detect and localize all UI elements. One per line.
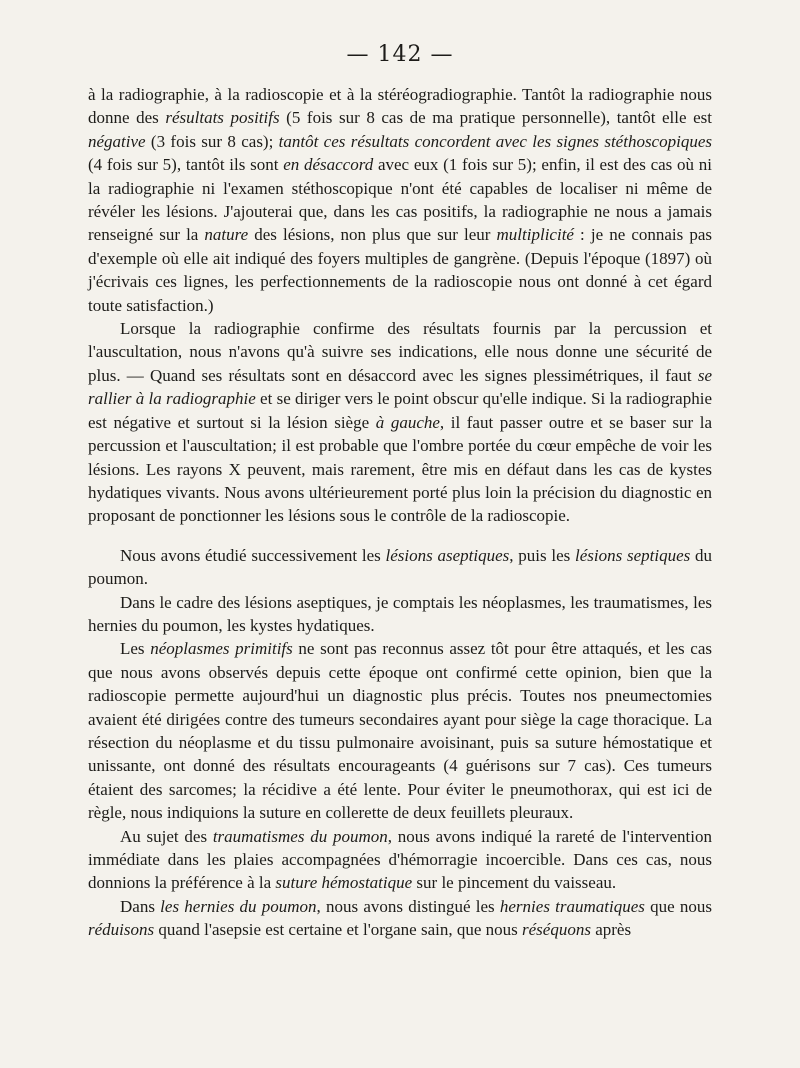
text-run: Les (120, 639, 151, 659)
paragraph (88, 317, 712, 528)
text-run: , nous avons indiqué la rareté de l'intervention immédiate dans les plaies accompagnées d'hémorragie incoercible. Dans ces cas, nous donnions la préférence à la (88, 826, 712, 893)
text-run: Dans le cadre des lésions aseptiques, je comptais les néoplasmes, les traumatismes, les hernies du poumon, les kystes hydatiques. (88, 592, 712, 635)
text-run: , puis les (509, 545, 575, 565)
text-run: (4 fois sur 5), tantôt ils sont (88, 155, 284, 175)
text-run: ne sont pas reconnus assez tôt pour être attaqués, et les cas que nous avons observés depuis cette époque ont confirmé cette opinion, bien que la radioscopie permette aujourd'hui un diagnostic plus précis. Toutes nos pneumectomies avaient été dirigées contre des tumeurs secondaires ayant pour siège la cage thoracique. La résection du néoplasme et du tissu pulmonaire avoisinant, puis sa suture hémostatique et unissante, ont donné des résultats encourageants (4 guérisons sur 7 cas). Ces tumeurs étaient des sarcomes; la récidive a été lente. Pour éviter le pneumothorax, qui est ici de règle, nous indiquions la suture en collerette de deux feuillets pleuraux. (88, 639, 713, 823)
italic-text: nature (204, 225, 249, 245)
text-run: , nous avons distingué les (316, 896, 500, 916)
text-run: à la radiographie, à la radioscopie et à la stéréogradiographie. Tantôt la radiographie nous donne des (88, 85, 712, 128)
italic-text: à gauche (375, 412, 440, 432)
text-run: après (590, 920, 632, 940)
italic-text: résultats positifs (165, 108, 280, 128)
text-run: Lorsque la radiographie confirme des résultats fournis par la percussion et l'auscultation, nous n'avons qu'à suivre ses indications, elle nous donne une sécurité de plus. — Quand ses résultats sont en désaccord avec les signes plessimétriques, il faut (88, 319, 712, 385)
text-run: Nous avons étudié successivement les (120, 545, 386, 565)
italic-text: les hernies du poumon (160, 896, 317, 916)
text-run: avec eux (1 fois sur 5); enfin, il est des cas où ni la radiographie ni l'examen stéthoscopique n'ont été capables de localiser ni même de révéler les lésions. J'ajouterai que, dans les cas positifs, la radiographie ne nous a jamais renseigné sur la (88, 155, 712, 245)
italic-text: hernies traumatiques (499, 896, 645, 916)
text-run: quand l'asepsie est certaine et l'organe sain, que nous (154, 920, 523, 940)
text-run: sur le pincement du vaisseau. (412, 873, 617, 893)
italic-text: négative (88, 131, 146, 151)
italic-text: réséquons (522, 920, 591, 940)
italic-text: tantôt ces résultats concordent avec les signes stéthoscopiques (278, 131, 712, 151)
italic-text: en désaccord (283, 155, 374, 175)
italic-text: lésions aseptiques (385, 545, 510, 565)
text-run: et se diriger vers le point obscur qu'elle indique. Si la radiographie est négative et surtout si la lésion siège (88, 389, 712, 432)
paragraph (88, 544, 712, 591)
italic-text: néoplasmes primitifs (150, 639, 293, 659)
text-run: des lésions, non plus que sur leur (248, 225, 497, 245)
italic-text: suture hémostatique (275, 873, 413, 893)
page-number: — 142 — (346, 42, 454, 67)
text-run: Au sujet des (120, 826, 213, 846)
text-run: : je ne connais pas d'exemple où elle ait indiqué des foyers multiples de gangrène. (Depuis l'époque (1897) où j'écrivais ces lignes, les perfectionnements de la radioscopie nous ont donné à cet égard toute satisfaction.) (88, 225, 712, 315)
text-run: du poumon. (88, 545, 713, 589)
italic-text: se rallier à la radiographie (88, 365, 712, 409)
paragraph (88, 895, 712, 942)
italic-text: lésions septiques (575, 545, 691, 565)
italic-text: multiplicité (496, 225, 574, 245)
text-run: (5 fois sur 8 cas de ma pratique personnelle), tantôt elle est (279, 108, 712, 128)
italic-text: réduisons (88, 920, 155, 940)
text-run: que nous (644, 896, 712, 916)
paragraph (88, 825, 712, 895)
text-run: (3 fois sur 8 cas); (145, 131, 279, 151)
italic-text: traumatismes du poumon (212, 826, 388, 846)
paragraph (88, 591, 712, 638)
paragraph (88, 637, 712, 824)
paragraph (88, 83, 712, 317)
text-run: , il faut passer outre et se baser sur la percussion et l'auscultation; il est probable que l'ombre portée du cœur empêche de voir les lésions. Les rayons X peuvent, mais rarement, être mis en défaut dans les cas de kystes hydatiques vivants. Nous avons ultérieurement porté plus loin la précision du diagnostic en proposant de ponctionner les lésions sous le contrôle de la radioscopie. (88, 412, 712, 526)
text-run: Dans (120, 896, 161, 916)
